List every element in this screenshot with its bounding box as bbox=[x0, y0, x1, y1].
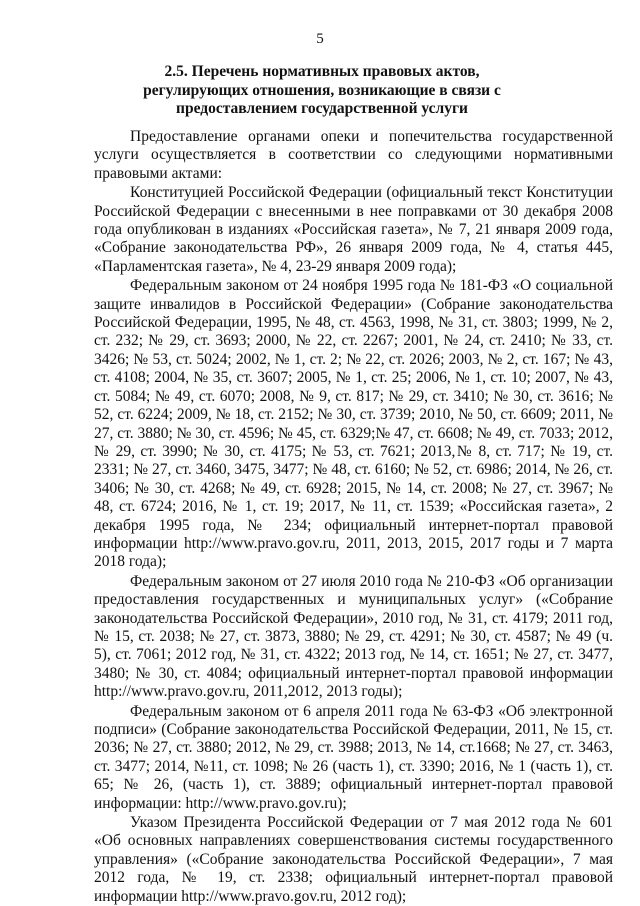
paragraph-decree-601: Указом Президента Российской Федерации от 7 мая 2012 года № 601 «Об основных направлениях совершенствования системы государственного управления» («Собрание законодательства Российской Федерации», 7 мая 2012 года, № 19, ст. 2338; официальный интернет-портал правовой информации http://www.pravo.gov.ru, 2012 год); bbox=[94, 814, 613, 905]
paragraph-intro: Предоставление органами опеки и попечительства государственной услуги осуществляется в соответствии со следующими нормативными правовыми актами: bbox=[94, 128, 613, 182]
paragraph-law-181fz: Федеральным законом от 24 ноября 1995 года № 181-ФЗ «О социальной защите инвалидов в Российской Федерации» (Собрание законодательства Российской Федерации, 1995, № 48, ст. 4563, 1998, № 31, ст. 3803; 1999, № 2, ст. 232; № 29, ст. 3693; 2000, № 22, ст. 2267; 2001, № 24, ст. 2410; № 33, ст. 3426; № 53, ст. 5024; 2002, № 1, ст. 2; № 22, ст. 2026; 2003, № 2, ст. 167; № 43, ст. 4108; 2004, № 35, ст. 3607; 2005, № 1, ст. 25; 2006, № 1, ст. 10; 2007, № 43, ст. 5084; № 49, ст. 6070; 2008, № 9, ст. 817; № 29, ст. 3410; № 30, ст. 3616; № 52, ст. 6224; 2009, № 18, ст. 2152; № 30, ст. 3739; 2010, № 50, ст. 6609; 2011, № 27, ст. 3880; № 30, ст. 4596; № 45, ст. 6329;№ 47, ст. 6608; № 49, ст. 7033; 2012, № 29, ст. 3990; № 30, ст. 4175; № 53, ст. 7621; 2013,№ 8, ст. 717; № 19, ст. 2331; № 27, ст. 3460, 3475, 3477; № 48, ст. 6160; № 52, ст. 6986; 2014, № 26, ст. 3406; № 30, ст. 4268; № 49, ст. 6928; 2015, № 14, ст. 2008; № 27, ст. 3967; № 48, ст. 6724; 2016, № 1, ст. 19; 2017, № 11, ст. 1539; «Российская газета», 2 декабря 1995 года, № 234; официальный интернет-портал правовой информации http://www.pravo.gov.ru, 2011, 2013, 2015, 2017 годы и 7 марта 2018 года); bbox=[94, 277, 614, 571]
paragraph-constitution: Конституцией Российской Федерации (официальный текст Конституции Российской Федерации с внесенными в нее поправками от 30 декабря 2008 года опубликован в изданиях «Российская газета», № 7, 21 января 2009 года, «Собрание законодательства РФ», 26 января 2009 года, № 4, статья 445, «Парламентская газета», № 4, 23-29 января 2009 года); bbox=[94, 184, 613, 275]
section-heading: 2.5. Перечень нормативных правовых актов, регулирующих отношения, возникающие в связи с предоставлением государственной услуги bbox=[143, 63, 501, 117]
paragraph-law-210fz: Федеральным законом от 27 июля 2010 года № 210-ФЗ «Об организации предоставления государственных и муниципальных услуг» («Собрание законодательства Российской Федерации», 2010 год, № 31, ст. 4179; 2011 год, № 15, ст. 2038; № 27, ст. 3873, 3880; № 29, ст. 4291; № 30, ст. 4587; № 49 (ч. 5), ст. 7061; 2012 год, № 31, ст. 4322; 2013 год, № 14, ст. 1651; № 27, ст. 3477, 3480; № 30, ст. 4084; официальный интернет-портал правовой информации http://www.pravo.gov.ru, 2011,2012, 2013 годы); bbox=[94, 572, 613, 701]
paragraph-law-63fz: Федеральным законом от 6 апреля 2011 года № 63-ФЗ «Об электронной подписи» (Собрание законодательства Российской Федерации, 2011, № 15, ст. 2036; № 27, ст. 3880; 2012, № 29, ст. 3988; 2013, № 14, ст.1668; № 27, ст. 3463, ст. 3477; 2014, №11, ст. 1098; № 26 (часть 1), ст. 3390; 2016, № 1 (часть 1), ст. 65; № 26, (часть 1), ст. 3889; официальный интернет-портал правовой информации: http://www.pravo.gov.ru); bbox=[94, 702, 613, 812]
page-number: 5 bbox=[316, 31, 324, 47]
document-body bbox=[94, 128, 613, 906]
